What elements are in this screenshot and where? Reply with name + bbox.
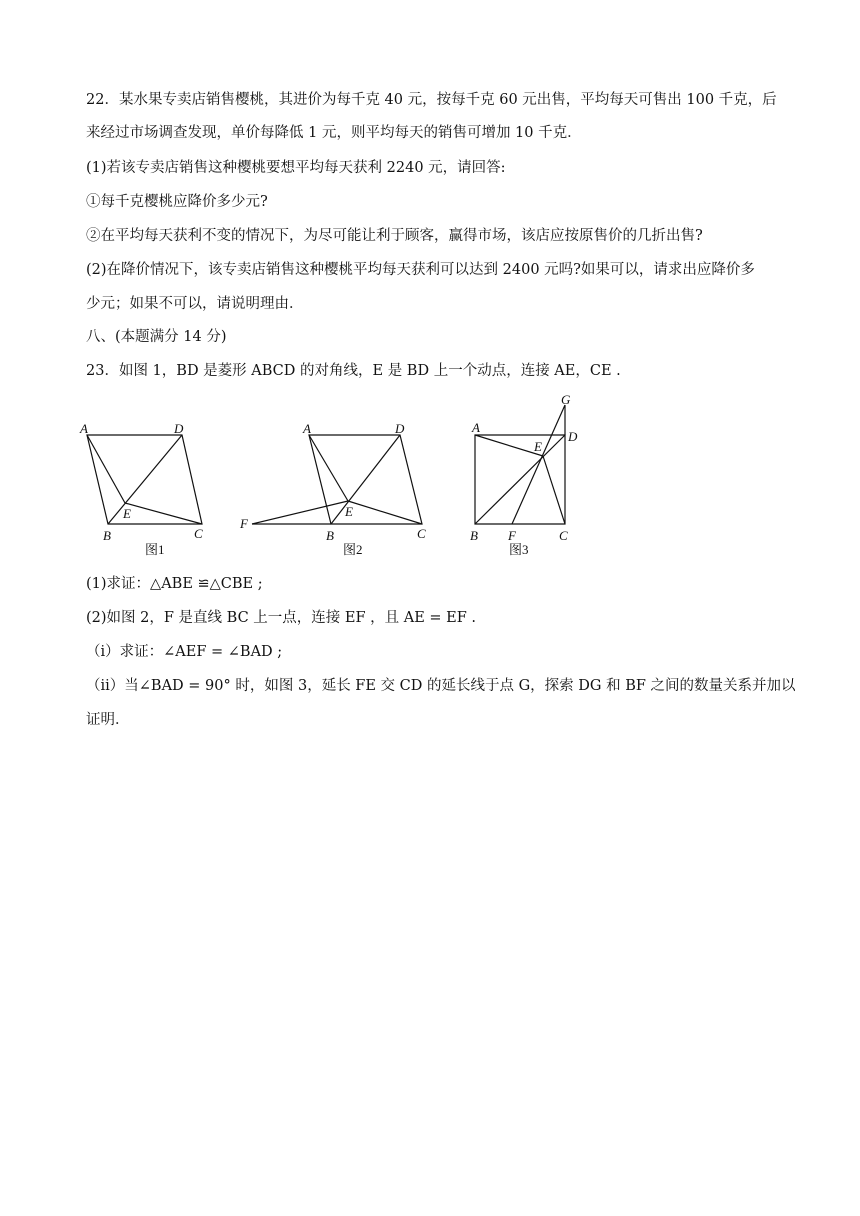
geometry-figures — [70, 388, 610, 568]
fig1-label-c: C — [194, 526, 203, 541]
figure-2-rhombus — [252, 435, 422, 524]
fig2-label-c: C — [417, 526, 426, 541]
q23-part-2: (2)如图 2，F 是直线 BC 上一点，连接 EF ，且 AE = EF . — [86, 610, 477, 626]
q22-line-2: 来经过市场调查发现，单价每降低 1 元，则平均每天的销售可增加 10 千克． — [86, 125, 582, 141]
q22-part-1: (1)若该专卖店销售这种樱桃要想平均每天获利 2240 元，请回答: — [86, 160, 506, 176]
q23-intro: 23．如图 1，BD 是菱形 ABCD 的对角线，E 是 BD 上一个动点，连接 AE，CE . — [86, 363, 621, 379]
q23-part-1: (1)求证：△ABE ≌△CBE ; — [86, 576, 263, 592]
fig3-label-c: C — [559, 528, 568, 543]
fig3-label-f: F — [508, 528, 516, 543]
q22-line-1: 22．某水果专卖店销售樱桃，其进价为每千克 40 元，按每千克 60 元出售，平均每天可售出 100 千克，后 — [86, 92, 777, 108]
fig1-label-a: A — [80, 421, 88, 436]
fig1-label-e: E — [123, 506, 131, 521]
fig3-caption: 图3 — [509, 542, 529, 557]
fig3-label-g: G — [561, 392, 571, 407]
q23-part-2i: （ⅰ）求证：∠AEF = ∠BAD ; — [86, 644, 283, 660]
fig2-label-e: E — [345, 504, 353, 519]
fig3-label-d: D — [568, 429, 578, 444]
fig1-label-d: D — [174, 421, 184, 436]
fig1-caption: 图1 — [145, 542, 165, 557]
section-8-heading: 八、(本题满分 14 分) — [86, 329, 227, 345]
q22-part-1b: ②在平均每天获利不变的情况下，为尽可能让利于顾客，赢得市场，该店应按原售价的几折出售? — [86, 228, 703, 244]
fig2-caption: 图2 — [343, 542, 363, 557]
fig2-label-b: B — [326, 528, 334, 543]
fig3-label-b: B — [470, 528, 478, 543]
q23-part-2ii-a: （ⅱ）当∠BAD = 90° 时，如图 3，延长 FE 交 CD 的延长线于点 G，探索 DG 和 BF 之间的数量关系并加以 — [86, 678, 796, 694]
q22-part-1a: ①每千克樱桃应降价多少元? — [86, 194, 268, 210]
figure-1-rhombus — [87, 435, 202, 524]
q22-part-2b: 少元；如果不可以，请说明理由． — [86, 296, 304, 312]
fig3-label-e: E — [534, 439, 542, 454]
q23-part-2ii-b: 证明． — [86, 712, 130, 728]
fig2-label-f: F — [240, 516, 248, 531]
fig1-label-b: B — [103, 528, 111, 543]
fig3-label-a: A — [472, 420, 480, 435]
figure-3-square — [475, 405, 565, 524]
q22-part-2a: (2)在降价情况下，该专卖店销售这种樱桃平均每天获利可以达到 2400 元吗?如果可以，请求出应降价多 — [86, 262, 755, 278]
fig2-label-a: A — [303, 421, 311, 436]
fig2-label-d: D — [395, 421, 405, 436]
